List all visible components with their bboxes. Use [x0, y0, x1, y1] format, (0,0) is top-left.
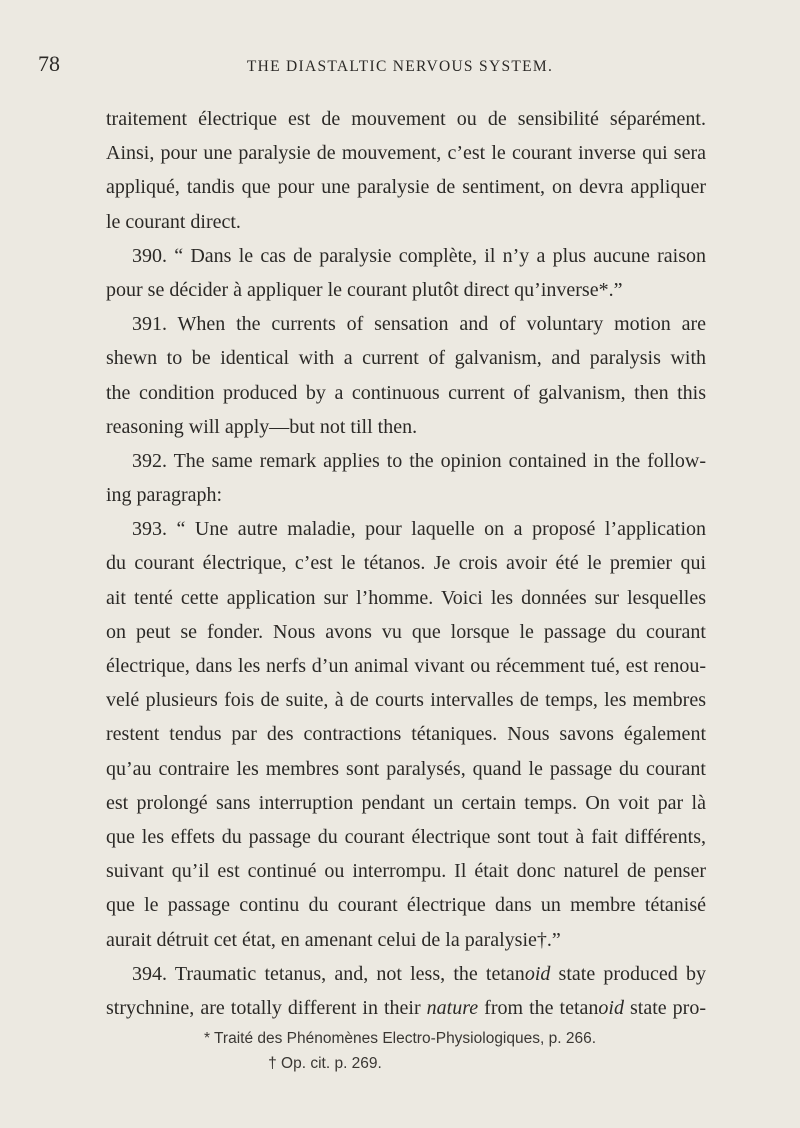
text-line: aurait détruit cet état, en amenant celui de la paralysie†.”: [106, 928, 561, 951]
text-line: que le passage continu du courant électrique dans un membre tétanisé: [106, 894, 706, 917]
text-line: qu’au contraire les membres sont paralysés, quand le passage du courant: [106, 757, 706, 780]
text-line: suivant qu’il est continué ou interrompu. Il était donc naturel de penser: [106, 860, 706, 883]
text-line: le courant direct.: [106, 210, 241, 233]
footnotes: [0, 1026, 800, 1076]
text-line: électrique, dans les nerfs d’un animal vivant ou récemment tué, est renou-: [106, 655, 706, 677]
text-line: du courant électrique, c’est le tétanos. Je crois avoir été le premier qui: [106, 552, 706, 575]
text-line: pour se décider à appliquer le courant plutôt direct qu’inverse*.”: [106, 278, 623, 301]
paragraph-390: 390. “ Dans le cas de paralysie complète, il n’y a plus aucune raison: [132, 244, 706, 267]
text-line: the condition produced by a continuous current of galvanism, then this: [106, 381, 706, 404]
paragraph-394: 394. Traumatic tetanus, and, not less, the tetanoid state produced by: [132, 962, 706, 985]
paragraph-391: 391. When the currents of sensation and of voluntary motion are: [132, 313, 706, 336]
text-line: shewn to be identical with a current of galvanism, and paralysis with: [106, 347, 706, 370]
text-line: que les effets du passage du courant électrique sont tout à fait différents,: [106, 825, 706, 848]
text-line: reasoning will apply—but not till then.: [106, 415, 418, 438]
text-line: Ainsi, pour une paralysie de mouvement, c’est le courant inverse qui sera: [106, 142, 706, 165]
text-line: strychnine, are totally different in their nature from the tetanoid state pro-: [106, 996, 706, 1019]
text-line: appliqué, tandis que pour une paralysie de sentiment, on devra appliquer: [106, 176, 706, 199]
text-line: restent tendus par des contractions tétaniques. Nous savons également: [106, 723, 706, 746]
text-line: est prolongé sans interruption pendant un certain temps. On voit par là: [106, 791, 706, 814]
text-line: ait tenté cette application sur l’homme. Voici les données sur lesquelles: [106, 586, 706, 609]
text-line: traitement électrique est de mouvement ou de sensibilité séparément.: [106, 108, 706, 130]
running-head: THE DIASTALTIC NERVOUS SYSTEM.: [246, 58, 554, 75]
text-line: on peut se fonder. Nous avons vu que lorsque le passage du courant: [106, 620, 706, 643]
text-line: ing paragraph:: [106, 484, 223, 507]
paragraph-393: 393. “ Une autre maladie, pour laquelle on a proposé l’application: [132, 518, 706, 541]
footnote: † Op. cit. p. 269.: [268, 1055, 382, 1072]
page-number: 78: [38, 51, 60, 76]
body-text: [106, 102, 706, 1025]
footnote: * Traité des Phénomènes Electro-Physiologiques, p. 266.: [203, 1030, 597, 1047]
text-line: velé plusieurs fois de suite, à de courts intervalles de temps, les membres: [106, 689, 706, 712]
paragraph-392: 392. The same remark applies to the opinion contained in the follow-: [132, 449, 706, 472]
